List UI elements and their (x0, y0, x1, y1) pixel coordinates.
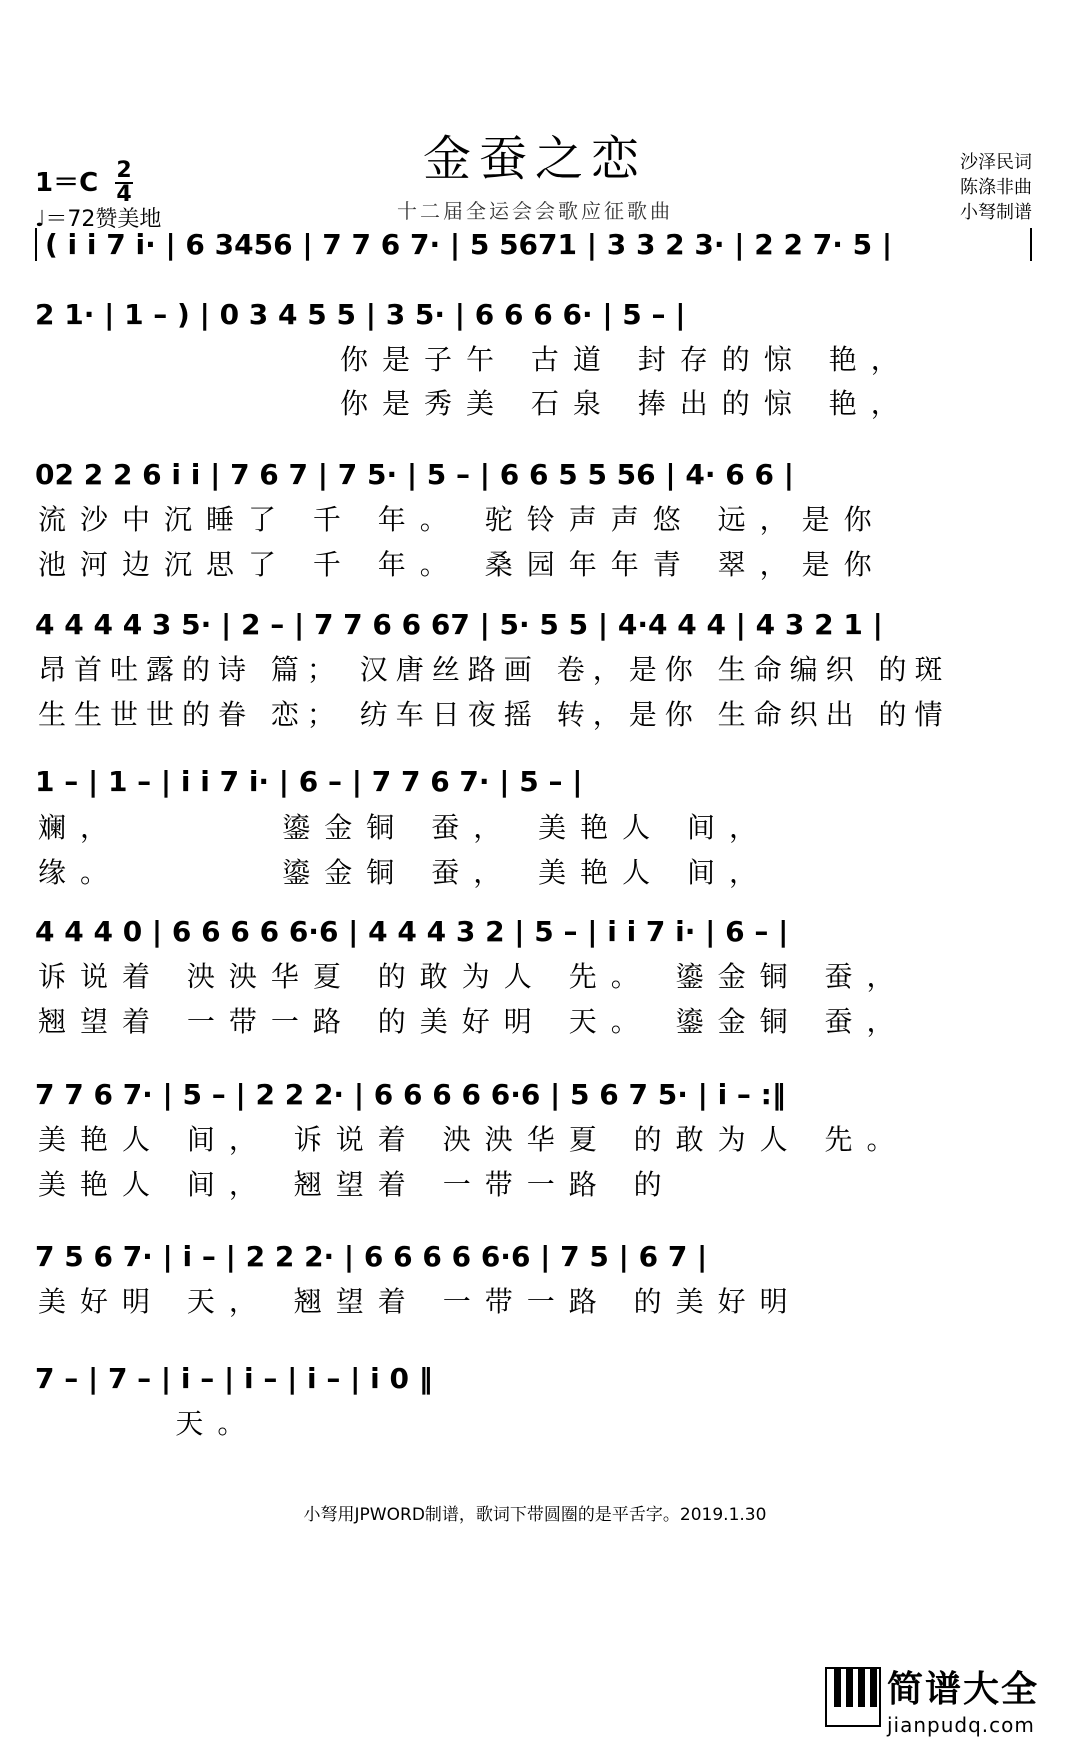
score-line-5: 1 – | 1 – | i i 7 i· | 6 – | 7 7 6 7· | 5 – | (35, 765, 583, 798)
credits (960, 150, 1032, 225)
brand-url: jianpudq.com (887, 1713, 1035, 1737)
lyric-line: 生生世世的眷 恋； 纺车日夜摇 转，是你 生命织出 的情 (38, 698, 951, 731)
lyric-line: 美好明 天， 翘望着 一带一路 的美好明 (38, 1285, 802, 1318)
score-line-2: 2 1· | 1 – ) | 0 3 4 5 5 | 3 5· | 6 6 6 6· | 5 – | (35, 298, 686, 331)
brand-logo (825, 1655, 1040, 1745)
footer-note: 小弩用JPWORD制谱，歌词下带圆圈的是平舌字。2019.1.30 (303, 1505, 767, 1525)
lyric-line: 你是子午 古道 封存的惊 艳， (340, 343, 913, 376)
score-line-7: 7 7 6 7· | 5 – | 2 2 2· | 6 6 6 6 6·6 | 5 6 7 5· | i – :‖ (35, 1078, 786, 1111)
lyric-line: 你是秀美 石泉 捧出的惊 艳， (340, 387, 913, 420)
score-line-1: ( i i 7 i· | 6 3456 | 7 7 6 7· | 5 5671 | 3 3 2 3· | 2 2 7· 5 | (35, 228, 1032, 261)
lyric-line: 美艳人 间， 翘望着 一带一路 的 (38, 1168, 676, 1201)
tempo-marking: ♩＝72赞美地 (35, 207, 162, 232)
lyric-line: 缘。 鎏金铜 蚕， 美艳人 间， (38, 856, 772, 889)
key-signature: 1＝C (35, 168, 99, 198)
lyric-line: 流沙中沉睡了 千 年。 驼铃声声悠 远，是你 (38, 503, 886, 536)
score-line-8: 7 5 6 7· | i – | 2 2 2· | 6 6 6 6 6·6 | 7 5 | 6 7 | (35, 1240, 708, 1273)
score-line-9: 7 – | 7 – | i – | i – | i – | i 0 ‖ (35, 1362, 433, 1395)
lyric-line: 昂首吐露的诗 篇； 汉唐丝路画 卷，是你 生命编织 的斑 (38, 653, 951, 686)
lyric-line: 天。 (38, 1407, 260, 1440)
score-line-3: 02 2 2 6 i i | 7 6 7 | 7 5· | 5 – | 6 6 5 5 56 | 4· 6 6 | (35, 458, 794, 491)
meter-top: 2 (116, 158, 132, 183)
song-subtitle: 十二届全运会会歌应征歌曲 (397, 199, 673, 223)
lyric-line: 斓， 鎏金铜 蚕， 美艳人 间， (38, 811, 772, 844)
transcriber-credit: 小弩制谱 (960, 202, 1032, 223)
meter-bottom: 4 (116, 182, 132, 207)
score-line-4: 4 4 4 4 3 5· | 2 – | 7 7 6 6 67 | 5· 5 5 | 4·4 4 4 | 4 3 2 1 | (35, 608, 883, 641)
lyric-line: 翘望着 一带一路 的美好明 天。 鎏金铜 蚕， (38, 1005, 909, 1038)
lyricist-credit: 沙泽民词 (960, 152, 1032, 173)
piano-icon (825, 1667, 881, 1727)
composer-credit: 陈涤非曲 (960, 177, 1032, 198)
lyric-line: 美艳人 间， 诉说着 泱泱华夏 的敢为人 先。 (38, 1123, 909, 1156)
song-title: 金蚕之恋 (422, 131, 647, 187)
score-line-6: 4 4 4 0 | 6 6 6 6 6·6 | 4 4 4 3 2 | 5 – | i i 7 i· | 6 – | (35, 915, 789, 948)
lyric-line: 诉说着 泱泱华夏 的敢为人 先。 鎏金铜 蚕， (38, 960, 909, 993)
brand-name: 简谱大全 (887, 1669, 1040, 1710)
time-signature (115, 160, 133, 206)
lyric-line: 池河边沉思了 千 年。 桑园年年青 翠，是你 (38, 548, 886, 581)
